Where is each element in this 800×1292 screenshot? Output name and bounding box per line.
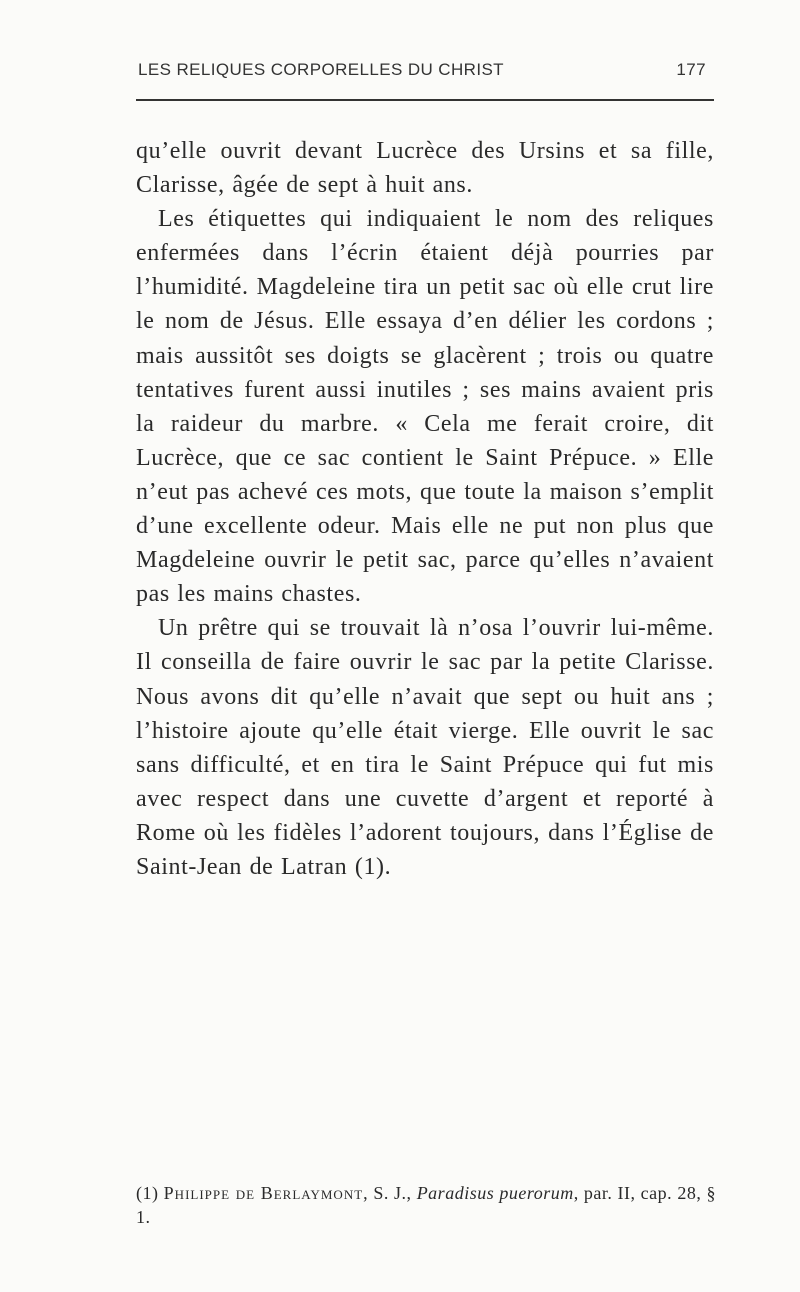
footnote-after-author: , S. J., xyxy=(363,1183,417,1203)
page-number: 177 xyxy=(676,60,706,79)
footnote xyxy=(136,1181,716,1229)
header-rule xyxy=(136,99,714,101)
body-text xyxy=(136,134,714,884)
footnote-work-title: Paradisus puerorum xyxy=(416,1183,574,1203)
running-title: LES RELIQUES CORPORELLES DU CHRIST xyxy=(138,60,504,79)
paragraph: qu’elle ouvrit devant Lucrèce des Ursins et sa fille, Clarisse, âgée de sept à huit ans. xyxy=(136,138,714,199)
footnote-reference: , par. II, cap. 28, § 1. xyxy=(136,1183,716,1227)
paragraph: Les étiquettes qui indiquaient le nom des reliques enfermées dans l’écrin étaient déjà pourries par l’humidité. Magdeleine tira un petit sac où elle crut lire le nom de Jésus. Elle essaya d’en délier les cordons ; mais aussitôt ses doigts se glacèrent ; trois ou quatre tentatives furent aussi inutiles ; ses mains avaient pris la raideur du marbre. « Cela me ferait croire, dit Lucrèce, que ce sac contient le Saint Prépuce. » Elle n’eut pas achevé ces mots, que toute la maison s’emplit d’une excellente odeur. Mais elle ne put non plus que Magdeleine ouvrir le petit sac, parce qu’elles n’avaient pas les mains chastes. xyxy=(136,206,714,608)
footnote-marker: (1) xyxy=(136,1183,159,1203)
running-head xyxy=(138,60,712,84)
paragraph: Un prêtre qui se trouvait là n’osa l’ouvrir lui-même. Il conseilla de faire ouvrir le sac par la petite Clarisse. Nous avons dit qu’elle n’avait que sept ou huit ans ; l’histoire ajoute qu’elle était vierge. Elle ouvrit le sac sans difficulté, et en tira le Saint Prépuce qui fut mis avec respect dans une cuvette d’argent et reporté à Rome où les fidèles l’adorent toujours, dans l’Église de Saint-Jean de Latran (1). xyxy=(136,615,714,880)
footnote-author: Philippe de Berlaymont xyxy=(163,1183,364,1203)
